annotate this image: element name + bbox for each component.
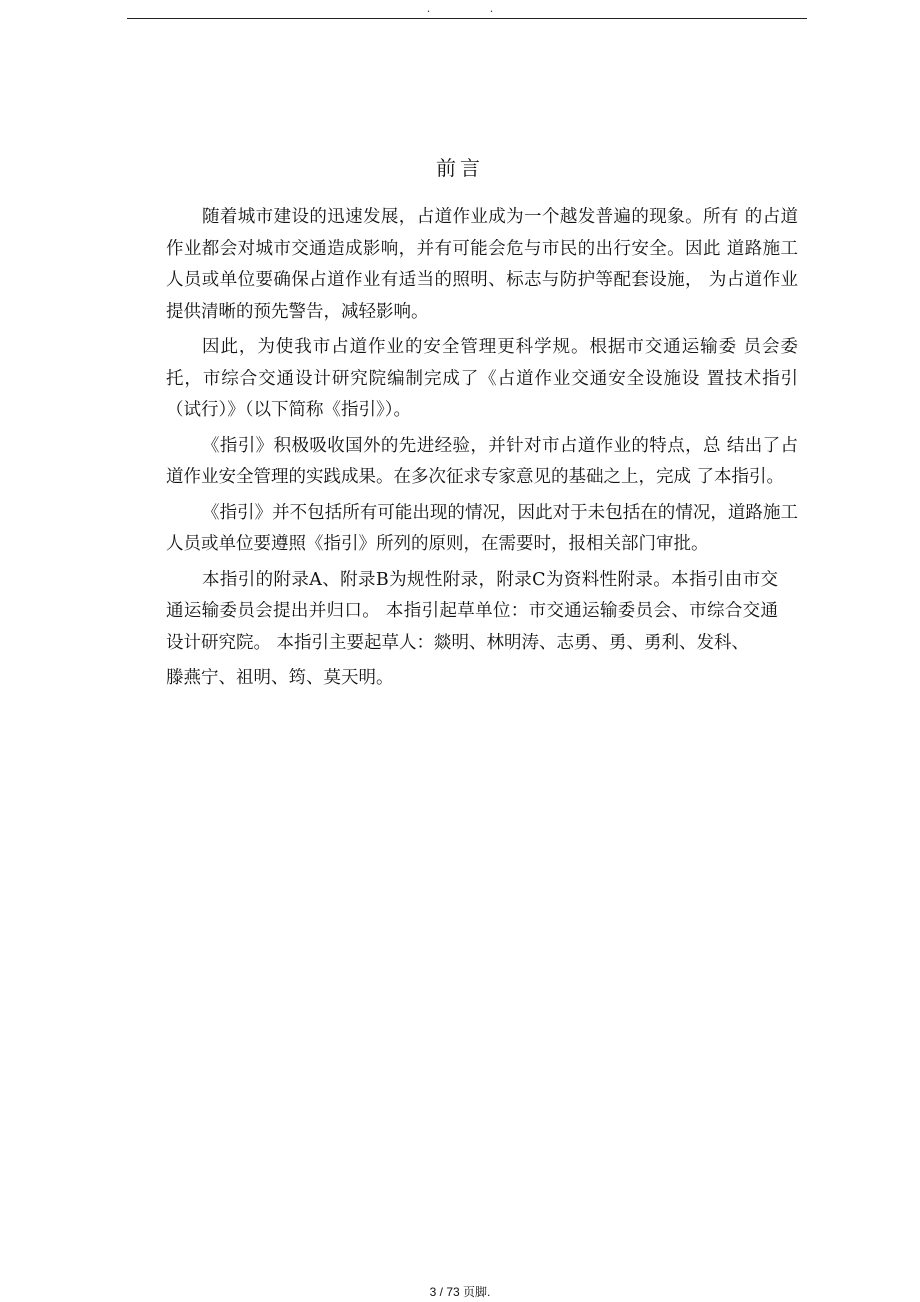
header-marks: . . [426,2,522,15]
paragraph-background: 随着城市建设的迅速发展，占道作业成为一个越发普遍的现象。所有 的占道作业都会对城市交通造成影响，并有可能会危与市民的出行安全。因此 道路施工人员或单位要确保占道作业有适当的照明、标志与防护等配套设施， 为占道作业提供清晰的预先警告，减轻影响。 [166,207,798,322]
header-rule [127,18,807,19]
paragraph-appendix-drafters: 本指引的附录A、附录B为规性附录，附录C为资料性附录。本指引由市交通运输委员会提出并归口。 本指引起草单位：市交通运输委员会、市综合交通设计研究院。 本指引主要起草人：燚明、林明涛、志勇、勇、勇利、发科、 [166,569,778,653]
page-footer: 3 / 73 页脚. [429,1285,491,1299]
paragraph-scope: 《指引》并不包括所有可能出现的情况，因此对于未包括在的情况，道路施工人员或单位要遵照《指引》所列的原则，在需要时，报相关部门审批。 [166,502,798,554]
document-body [166,202,798,699]
page-title: 前言 [436,156,484,180]
paragraph-commission: 因此，为使我市占道作业的安全管理更科学规。根据市交通运输委 员会委托，市综合交通设计研究院编制完成了《占道作业交通安全设施设 置技术指引（试行）》（以下简称《指引》）。 [166,337,798,420]
paragraph-experience: 《指引》积极吸收国外的先进经验，并针对市占道作业的特点，总 结出了占道作业安全管理的实践成果。在多次征求专家意见的基础之上，完成 了本指引。 [166,435,798,487]
paragraph-drafters-continued: 滕燕宁、祖明、筠、莫天明。 [166,668,394,688]
